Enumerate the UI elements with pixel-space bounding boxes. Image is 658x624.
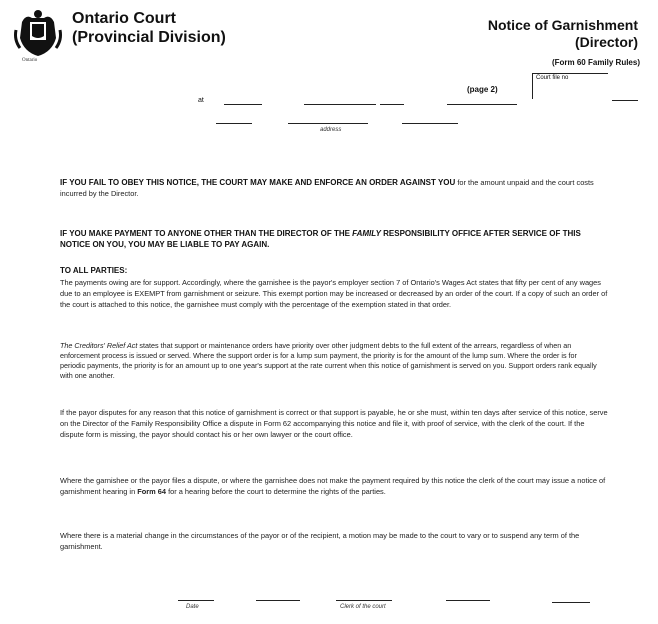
document-title-line2: (Director)	[574, 34, 638, 50]
court-file-number-label: Court file no	[536, 75, 569, 81]
date-label: Date	[186, 604, 199, 610]
warning-payment-liability	[60, 228, 608, 250]
blank-field-2[interactable]	[304, 104, 376, 105]
to-all-parties-heading: TO ALL PARTIES:	[60, 266, 128, 275]
paragraph-material-change: Where there is a material change in the circumstances of the payor or of the recipient, a motion may be made to the court to vary or to suspend any term of the garnishment.	[60, 531, 580, 551]
at-label: at	[198, 97, 204, 104]
garnishment-hearing-part-b: for a hearing before the court to determine the rights of the parties.	[166, 487, 386, 496]
date-field[interactable]	[178, 600, 214, 601]
blank-field-7[interactable]	[256, 600, 300, 601]
clerk-signature-field[interactable]	[336, 600, 392, 601]
blank-field-9[interactable]	[552, 602, 590, 603]
page-number: (page 2)	[467, 85, 498, 94]
warning-payment-part-a: IF YOU MAKE PAYMENT TO ANYONE OTHER THAN THE DIRECTOR OF THE	[60, 229, 353, 238]
paragraph-garnishment-hearing	[60, 475, 608, 497]
clerk-label: Clerk of the court	[340, 604, 386, 610]
crest-caption: Ontario	[22, 58, 38, 63]
garnishment-hearing-part-a: Where the garnishee or the payor files a dispute, or where the garnishee does not make the payment required by this notice the clerk of the court may issue a notice of garnishment hearing in	[60, 476, 606, 496]
creditors-relief-text: states that support or maintenance orders have priority over other judgment debts to the full extent of the arrears, regardless of when an enforcement process is issued or served. Where the support order is for a lump sum payment, the priority is for the amount of the lump sum. Where the order is for periodic payments, the priority is for an amount up to one year's support at the rate current when this notice of garnishment is served on you. Support orders rank equally with one another.	[60, 341, 597, 380]
ontario-crest-icon	[12, 8, 64, 58]
court-file-number-line[interactable]	[612, 100, 638, 101]
paragraph-payor-dispute: If the payor disputes for any reason that this notice of garnishment is correct or that support is payable, he or she must, within ten days after service of this notice, serve on the Director of the Family Responsibility Office a dispute in Form 62 accompanying this notice and file it, with proof of service, with the clerk of the court. If the dispute form is missing, the payor should contact his or her own lawyer or the court office.	[60, 408, 608, 439]
garnishment-hearing-form: Form 64	[137, 487, 167, 496]
blank-field-5[interactable]	[216, 123, 252, 124]
paragraph-wages-exemption: The payments owing are for support. Accordingly, where the garnishee is the payor's employer section 7 of Ontario's Wages Act states that fifty per cent of any wages due to an employee is EXEMPT from garnishment or seizure. This exempt portion may be increased or decreased by an order of the court. If a copy of such an order of the court is attached to this notice, the garnishee must comply with the percentage of the exemption stated in that order.	[60, 278, 608, 309]
blank-field-3[interactable]	[380, 104, 404, 105]
court-file-number-box[interactable]	[532, 73, 608, 99]
address-label: address	[320, 127, 342, 133]
warning-payment-italic: FAMILY	[352, 229, 381, 238]
court-name-line1: Ontario Court	[72, 10, 176, 27]
paragraph-creditors-relief	[60, 341, 600, 381]
form-reference: (Form 60 Family Rules)	[551, 58, 640, 67]
document-title-line1: Notice of Garnishment	[487, 17, 638, 33]
document-title	[488, 17, 638, 51]
warning-failure-to-obey-rest: for the amount unpaid and the court costs incurred by the Director.	[60, 178, 594, 198]
address-field[interactable]	[288, 123, 368, 124]
blank-field-6[interactable]	[402, 123, 458, 124]
warning-failure-to-obey	[60, 177, 608, 199]
court-name-line2: (Provincial Division)	[72, 29, 226, 46]
court-name	[72, 9, 226, 47]
blank-field-1[interactable]	[224, 104, 262, 105]
blank-field-8[interactable]	[446, 600, 490, 601]
creditors-relief-act-title: The Creditors' Relief Act	[60, 341, 138, 350]
warning-payment-part-b: RESPONSIBILITY OFFICE AFTER SERVICE OF THIS NOTICE ON YOU, YOU MAY BE LIABLE TO PAY AGAIN.	[60, 229, 581, 249]
blank-field-4[interactable]	[447, 104, 517, 105]
warning-failure-to-obey-bold: IF YOU FAIL TO OBEY THIS NOTICE, THE COURT MAY MAKE AND ENFORCE AN ORDER AGAINST YOU	[60, 178, 456, 187]
